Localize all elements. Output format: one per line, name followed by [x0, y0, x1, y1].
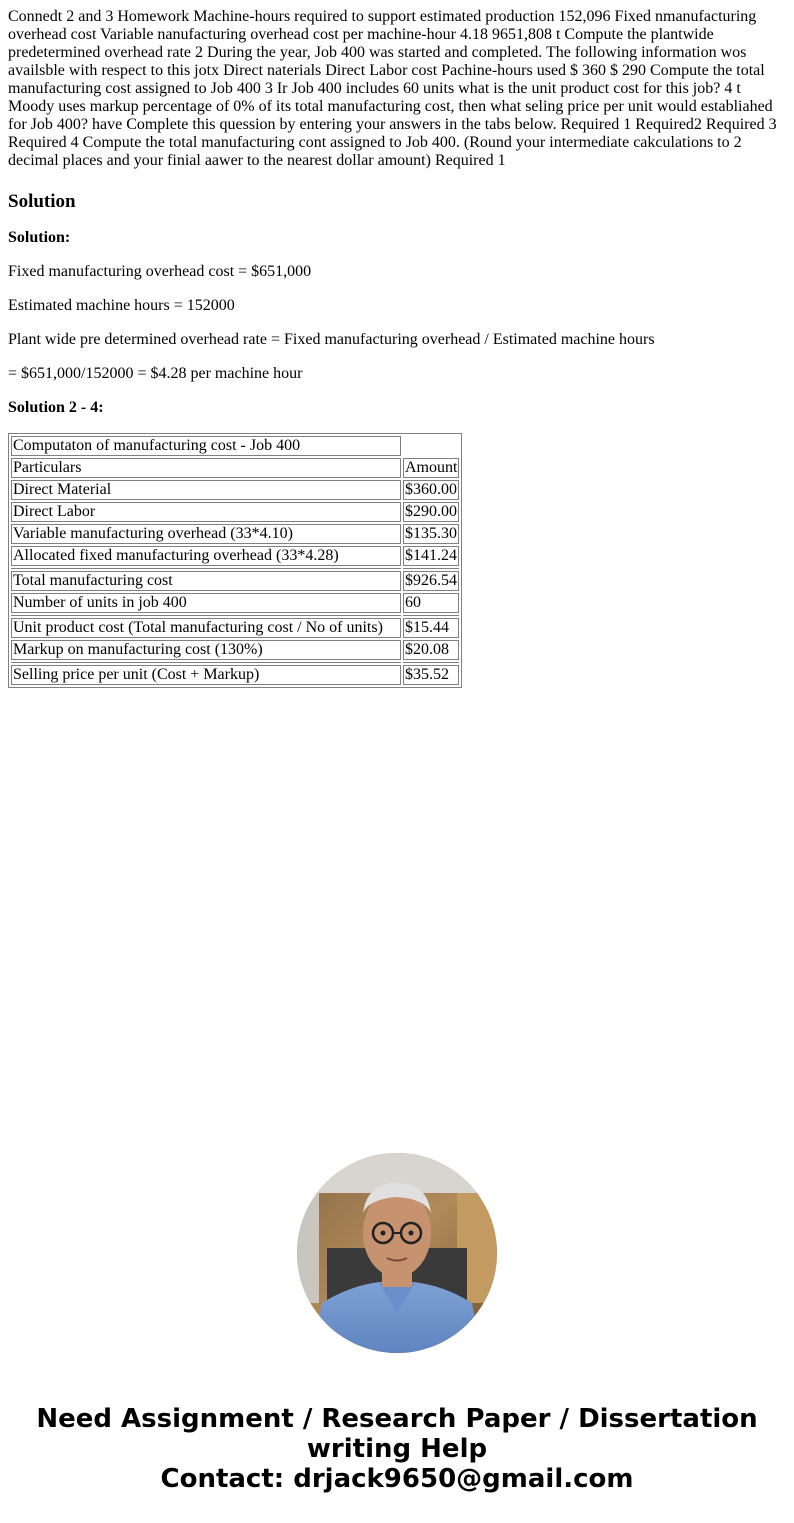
solution-2-label-text: Solution 2 - 4:: [8, 399, 104, 416]
footer-line-2: writing Help: [306, 1434, 488, 1464]
row-label: Variable manufacturing overhead (33*4.10): [11, 524, 401, 544]
table-separator: [11, 662, 459, 663]
row-label: Direct Material: [11, 480, 401, 500]
author-photo-icon: [297, 1153, 497, 1353]
author-avatar: [297, 1153, 497, 1353]
header-particulars: Particulars: [11, 458, 401, 478]
row-label: Number of units in job 400: [11, 593, 401, 613]
row-label: Unit product cost (Total manufacturing cost / No of units): [11, 618, 401, 638]
solution-heading: Solution: [8, 191, 76, 212]
question-text: Connedt 2 and 3 Homework Machine-hours required to support estimated production 152,096 Fixed nmanufacturing overhead cost Variable nanufacturing overhead cost per machine-hour 4.18 9651,808 t Compute the plantwide predetermined overhead rate 2 During the year, Job 400 was started and completed. The following information wos availsble with respect to this jotx Direct naterials Direct Labor cost Pachine-hours used $ 360 $ 290 Compute the total manufacturing cost assigned to Job 400 3 Ir Job 400 includes 60 units what is the unit product cost for this job? 4 t Moody uses markup percentage of 0% of its total manufacturing cost, then what seling price per unit would establiahed for Job 400? have Complete this quession by entering your answers in the tabs below. Required 1 Required2 Required 3 Required 4 Compute the total manufacturing cont assigned to Job 400. (Round your intermediate cakculations to 2 decimal places and your finial aawer to the nearest dollar amount) Required 1: [8, 8, 777, 169]
row-label: Selling price per unit (Cost + Markup): [11, 665, 401, 685]
solution-label: [8, 229, 786, 247]
table-separator: [11, 568, 459, 569]
table-row: [11, 593, 459, 613]
solution-line-3: Plant wide pre determined overhead rate = Fixed manufacturing overhead / Estimated machine hours: [8, 331, 655, 348]
solution-line-4: = $651,000/152000 = $4.28 per machine hour: [8, 365, 303, 382]
table-row: [11, 640, 459, 660]
table-row: [11, 546, 459, 566]
table-row: [11, 480, 459, 500]
table-title-row: [11, 436, 459, 456]
row-label: Total manufacturing cost: [11, 571, 401, 591]
solution-line-1: Fixed manufacturing overhead cost = $651,000: [8, 263, 312, 280]
footer-contact: Contact: drjack9650@gmail.com: [160, 1464, 634, 1494]
table-row: [11, 502, 459, 522]
row-label: Direct Labor: [11, 502, 401, 522]
row-value: $135.30: [403, 524, 459, 544]
page-content: [0, 0, 794, 688]
row-value: $290.00: [403, 502, 459, 522]
solution-line-2: Estimated machine hours = 152000: [8, 297, 235, 314]
row-value: $360.00: [403, 480, 459, 500]
row-value: 60: [403, 593, 459, 613]
solution-2-label: [8, 399, 786, 417]
solution-label-text: Solution:: [8, 229, 71, 246]
row-value: $20.08: [403, 640, 459, 660]
table-header-row: [11, 458, 459, 478]
row-value: $926.54: [403, 571, 459, 591]
row-label: Allocated fixed manufacturing overhead (33*4.28): [11, 546, 401, 566]
footer-ad: [0, 1404, 794, 1494]
table-row: [11, 571, 459, 591]
table-row: [11, 618, 459, 638]
table-title: Computaton of manufacturing cost - Job 400: [11, 436, 401, 456]
table-title-empty-cell: [403, 436, 459, 456]
footer-line-1: Need Assignment / Research Paper / Dissertation: [36, 1404, 758, 1434]
table-separator: [11, 615, 459, 616]
table-row: [11, 524, 459, 544]
cost-computation-table: [8, 433, 462, 688]
table-row: [11, 665, 459, 685]
row-value: $35.52: [403, 665, 459, 685]
row-value: $141.24: [403, 546, 459, 566]
row-value: $15.44: [403, 618, 459, 638]
header-amount: Amount: [405, 459, 458, 476]
row-label: Markup on manufacturing cost (130%): [11, 640, 401, 660]
